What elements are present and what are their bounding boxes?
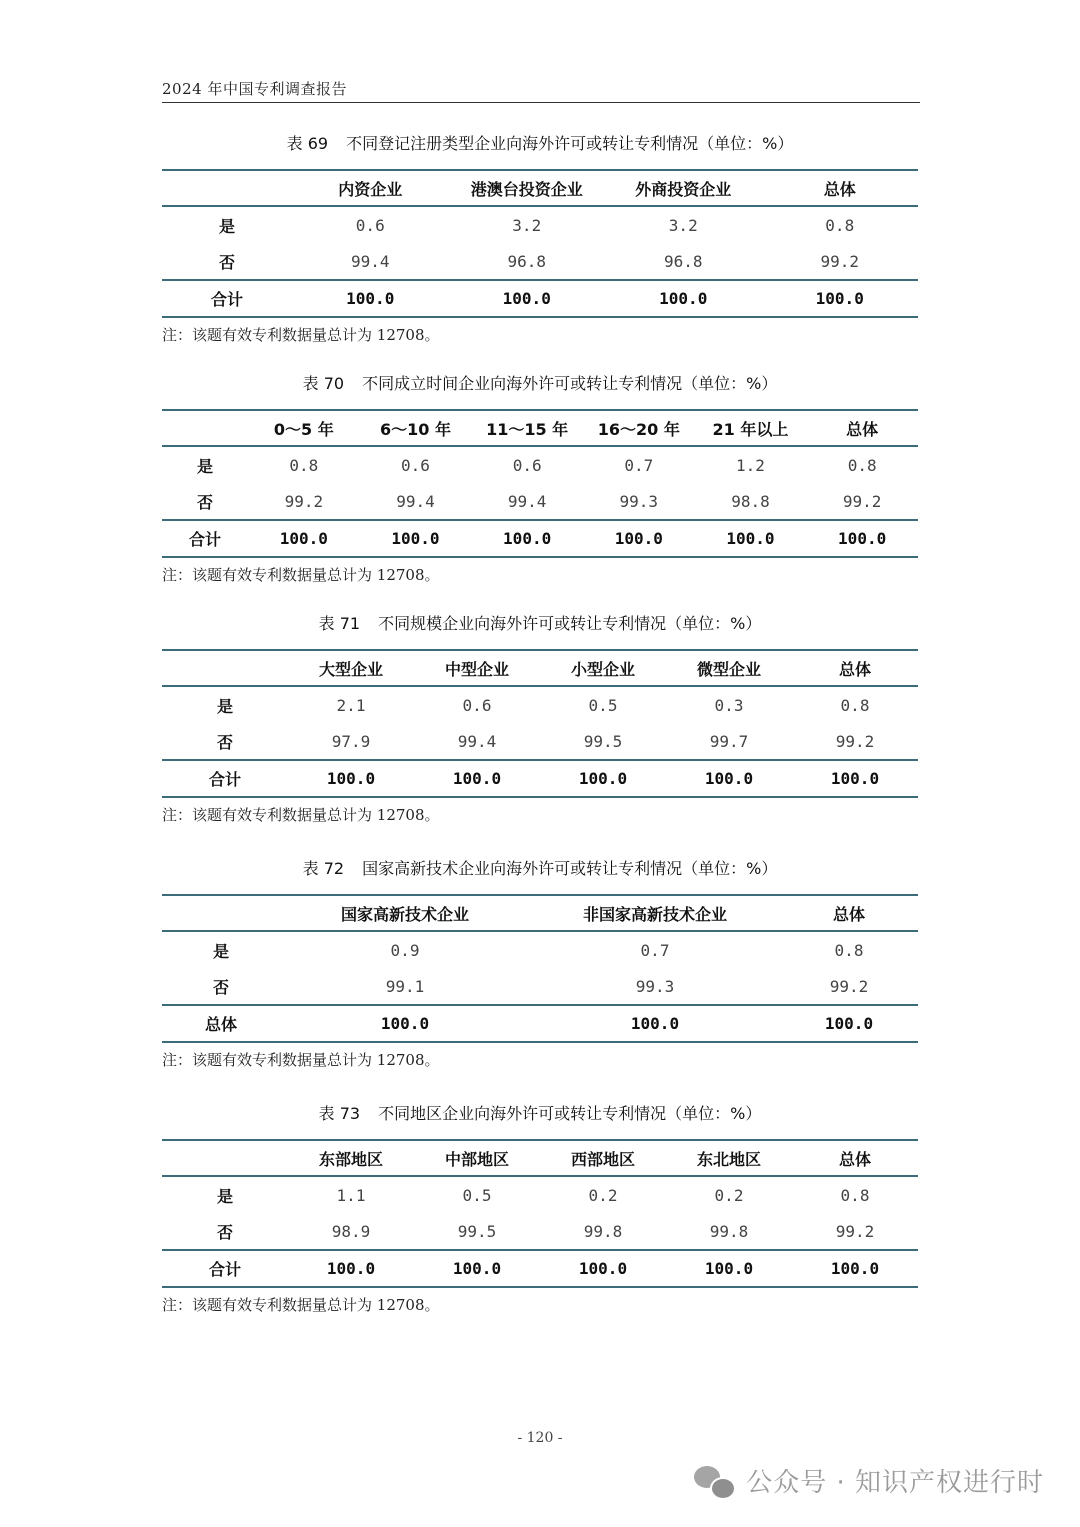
- row-label: 否: [218, 252, 235, 272]
- cell: 100.0: [288, 1250, 414, 1287]
- column-header: [162, 650, 288, 686]
- table-title: 不同登记注册类型企业向海外许可或转让专利情况（单位：%）: [346, 134, 794, 153]
- cell: 99.5: [583, 731, 623, 751]
- column-header: 总体: [806, 410, 918, 446]
- table-number: 表 70: [302, 374, 345, 393]
- cell: 0.6: [462, 695, 492, 715]
- row-label: 是: [216, 696, 233, 716]
- cell: 100.0: [449, 280, 606, 317]
- header-row: [162, 895, 918, 931]
- table-number: 表 71: [318, 614, 361, 633]
- total-row: [162, 1250, 918, 1287]
- total-row: [162, 1005, 918, 1042]
- table-caption: [162, 857, 918, 881]
- header-row: [162, 410, 918, 446]
- cell: 99.3: [619, 491, 659, 511]
- cell: 98.8: [731, 491, 770, 511]
- table-71: [162, 649, 918, 798]
- cell: 96.8: [507, 251, 547, 271]
- table-row: [162, 1176, 918, 1213]
- cell: 100.0: [792, 1250, 918, 1287]
- cell: 99.3: [635, 976, 675, 996]
- column-header: 0～5 年: [248, 410, 360, 446]
- cell: 0.6: [512, 455, 542, 475]
- row-label: 是: [216, 1186, 233, 1206]
- row-label: 是: [212, 941, 229, 961]
- column-header: 中部地区: [414, 1140, 540, 1176]
- row-label: 否: [216, 732, 233, 752]
- watermark: [694, 1462, 1044, 1499]
- table-row: [162, 723, 918, 760]
- cell: 100.0: [762, 280, 919, 317]
- column-header: [162, 1140, 288, 1176]
- table-row: [162, 931, 918, 968]
- table-row: [162, 686, 918, 723]
- cell: 100.0: [360, 520, 472, 557]
- cell: 0.8: [847, 455, 877, 475]
- total-row: [162, 760, 918, 797]
- cell: 100.0: [540, 1250, 666, 1287]
- column-header: 大型企业: [288, 650, 414, 686]
- cell: 99.4: [507, 491, 547, 511]
- table-73-block: [162, 1102, 918, 1316]
- row-label: 合计: [162, 520, 248, 557]
- cell: 0.8: [825, 215, 855, 235]
- column-header: [162, 410, 248, 446]
- row-label: 合计: [162, 760, 288, 797]
- cell: 0.5: [462, 1185, 492, 1205]
- cell: 98.9: [331, 1221, 371, 1241]
- cell: 1.2: [736, 455, 765, 475]
- cell: 99.1: [385, 976, 425, 996]
- cell: 0.3: [714, 695, 744, 715]
- cell: 0.2: [714, 1185, 744, 1205]
- column-header: 港澳台投资企业: [449, 170, 606, 206]
- header-row: [162, 170, 918, 206]
- cell: 100.0: [530, 1005, 780, 1042]
- table-row: [162, 483, 918, 520]
- column-header: 内资企业: [292, 170, 449, 206]
- report-title: 2024 年中国专利调查报告: [162, 80, 347, 98]
- cell: 0.5: [588, 695, 618, 715]
- table-row: [162, 968, 918, 1005]
- table-caption: [162, 372, 918, 396]
- cell: 100.0: [280, 1005, 530, 1042]
- cell: 100.0: [792, 760, 918, 797]
- cell: 99.2: [835, 731, 875, 751]
- cell: 0.7: [624, 455, 654, 475]
- column-header: 东部地区: [288, 1140, 414, 1176]
- cell: 99.2: [829, 976, 869, 996]
- column-header: 总体: [792, 650, 918, 686]
- cell: 99.4: [457, 731, 497, 751]
- column-header: 总体: [792, 1140, 918, 1176]
- table-title: 国家高新技术企业向海外许可或转让专利情况（单位：%）: [362, 859, 778, 878]
- row-label: 否: [212, 977, 229, 997]
- cell: 100.0: [605, 280, 762, 317]
- column-header: 国家高新技术企业: [280, 895, 530, 931]
- column-header: 总体: [780, 895, 918, 931]
- cell: 0.8: [289, 455, 319, 475]
- cell: 2.1: [336, 695, 366, 715]
- table-note: 注：该题有效专利数据量总计为 12708。: [162, 1051, 440, 1069]
- column-header: 非国家高新技术企业: [530, 895, 780, 931]
- row-label: 总体: [162, 1005, 280, 1042]
- table-number: 表 73: [318, 1104, 361, 1123]
- cell: 100.0: [288, 760, 414, 797]
- cell: 100.0: [583, 520, 695, 557]
- cell: 100.0: [666, 760, 792, 797]
- page-number: - 120 -: [517, 1430, 563, 1446]
- cell: 99.2: [835, 1221, 875, 1241]
- table-number: 表 69: [286, 134, 329, 153]
- table-caption: [162, 612, 918, 636]
- cell: 0.9: [390, 940, 420, 960]
- column-header: 11～15 年: [471, 410, 583, 446]
- table-caption: [162, 1102, 918, 1126]
- cell: 99.2: [820, 251, 860, 271]
- cell: 99.5: [457, 1221, 497, 1241]
- column-header: 6～10 年: [360, 410, 472, 446]
- cell: 0.6: [355, 215, 385, 235]
- column-header: 16～20 年: [583, 410, 695, 446]
- cell: 0.6: [401, 455, 430, 475]
- cell: 0.8: [840, 695, 870, 715]
- cell: 100.0: [414, 1250, 540, 1287]
- cell: 100.0: [414, 760, 540, 797]
- cell: 1.1: [336, 1185, 366, 1205]
- row-label: 否: [216, 1222, 233, 1242]
- cell: 100.0: [695, 520, 807, 557]
- table-note: 注：该题有效专利数据量总计为 12708。: [162, 1296, 440, 1314]
- running-header: [162, 76, 920, 103]
- cell: 100.0: [780, 1005, 918, 1042]
- table-72-block: [162, 857, 918, 1071]
- table-row: [162, 243, 918, 280]
- row-label: 否: [196, 492, 213, 512]
- table-row: [162, 206, 918, 243]
- cell: 99.4: [396, 491, 435, 511]
- column-header: 外商投资企业: [605, 170, 762, 206]
- table-row: [162, 1213, 918, 1250]
- cell: 99.7: [709, 731, 749, 751]
- column-header: 西部地区: [540, 1140, 666, 1176]
- table-70-block: [162, 372, 918, 586]
- cell: 100.0: [471, 520, 583, 557]
- cell: 3.2: [512, 215, 542, 235]
- cell: 99.4: [350, 251, 390, 271]
- column-header: 小型企业: [540, 650, 666, 686]
- table-69-block: [162, 132, 918, 346]
- cell: 100.0: [540, 760, 666, 797]
- column-header: 东北地区: [666, 1140, 792, 1176]
- cell: 0.8: [834, 940, 864, 960]
- table-71-block: [162, 612, 918, 826]
- column-header: 21 年以上: [695, 410, 807, 446]
- table-72: [162, 894, 918, 1043]
- cell: 0.7: [640, 940, 670, 960]
- table-title: 不同成立时间企业向海外许可或转让专利情况（单位：%）: [362, 374, 778, 393]
- cell: 100.0: [292, 280, 449, 317]
- cell: 100.0: [666, 1250, 792, 1287]
- wechat-icon: [694, 1464, 734, 1498]
- row-label: 是: [218, 216, 235, 236]
- table-caption: [162, 132, 918, 156]
- column-header: 中型企业: [414, 650, 540, 686]
- cell: 99.2: [842, 491, 882, 511]
- cell: 0.8: [840, 1185, 870, 1205]
- table-number: 表 72: [302, 859, 345, 878]
- cell: 100.0: [806, 520, 918, 557]
- header-row: [162, 1140, 918, 1176]
- table-note: 注：该题有效专利数据量总计为 12708。: [162, 326, 440, 344]
- table-title: 不同规模企业向海外许可或转让专利情况（单位：%）: [378, 614, 762, 633]
- column-header: [162, 895, 280, 931]
- row-label: 合计: [162, 1250, 288, 1287]
- column-header: 微型企业: [666, 650, 792, 686]
- cell: 99.8: [709, 1221, 749, 1241]
- total-row: [162, 280, 918, 317]
- cell: 3.2: [668, 215, 698, 235]
- table-69: [162, 169, 918, 318]
- row-label: 是: [196, 456, 213, 476]
- table-note: 注：该题有效专利数据量总计为 12708。: [162, 566, 440, 584]
- column-header: 总体: [762, 170, 919, 206]
- row-label: 合计: [162, 280, 292, 317]
- table-73: [162, 1139, 918, 1288]
- table-note: 注：该题有效专利数据量总计为 12708。: [162, 806, 440, 824]
- cell: 99.2: [284, 491, 324, 511]
- cell: 100.0: [248, 520, 360, 557]
- table-70: [162, 409, 918, 558]
- cell: 0.2: [588, 1185, 618, 1205]
- total-row: [162, 520, 918, 557]
- cell: 96.8: [663, 251, 703, 271]
- header-row: [162, 650, 918, 686]
- cell: 97.9: [331, 731, 371, 751]
- watermark-text: 公众号 · 知识产权进行时: [746, 1468, 1044, 1498]
- table-row: [162, 446, 918, 483]
- table-title: 不同地区企业向海外许可或转让专利情况（单位：%）: [378, 1104, 762, 1123]
- cell: 99.8: [583, 1221, 623, 1241]
- column-header: [162, 170, 292, 206]
